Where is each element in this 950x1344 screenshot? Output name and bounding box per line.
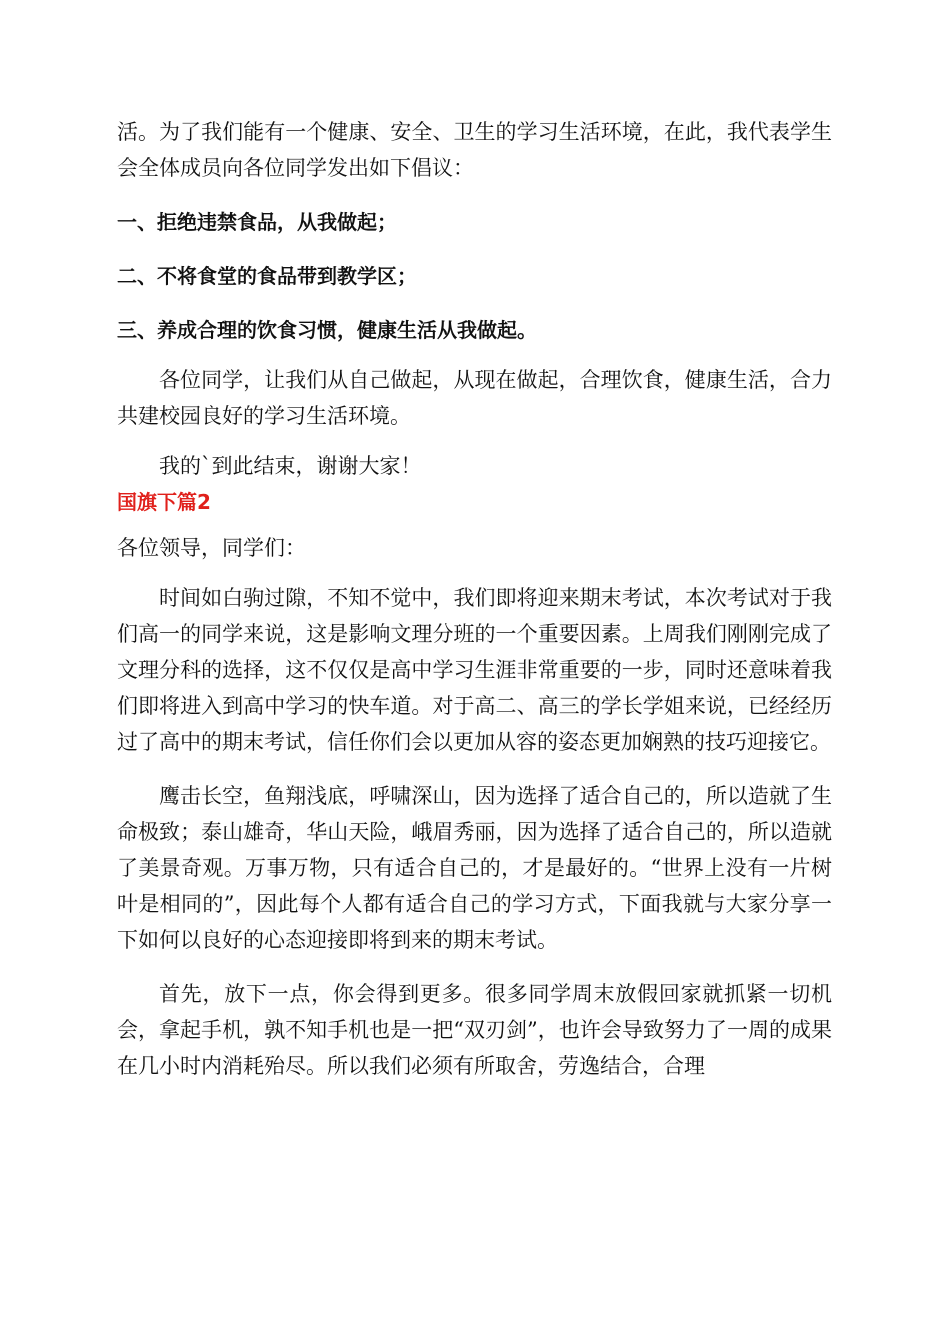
closing-paragraph: 我的`到此结束，谢谢大家！ <box>159 454 422 478</box>
proposal-item-1: 一、拒绝违禁食品，从我做起； <box>117 210 397 234</box>
call-paragraph: 各位同学，让我们从自己做起，从现在做起，合理饮食，健康生活，合力共建校园良好的学习生活环境。 <box>117 368 832 428</box>
document-page <box>117 114 832 1084</box>
proposal-item-3: 三、养成合理的饮食习惯，健康生活从我做起。 <box>117 318 537 342</box>
section-heading: 国旗下篇2 <box>117 490 211 514</box>
body-paragraph-1: 时间如白驹过隙，不知不觉中，我们即将迎来期末考试，本次考试对于我们高一的同学来说，这是影响文理分班的一个重要因素。上周我们刚刚完成了文理分科的选择，这不仅仅是高中学习生涯非常重要的一步，同时还意味着我们即将进入到高中学习的快车道。对于高二、高三的学长学姐来说，已经经历过了高中的期末考试，信任你们会以更加从容的姿态更加娴熟的技巧迎接它。 <box>117 586 832 754</box>
proposal-item-2: 二、不将食堂的食品带到教学区； <box>117 264 417 288</box>
intro-paragraph: 活。为了我们能有一个健康、安全、卫生的学习生活环境，在此，我代表学生会全体成员向各位同学发出如下倡议： <box>117 120 832 180</box>
body-paragraph-2: 鹰击长空，鱼翔浅底，呼啸深山，因为选择了适合自己的，所以造就了生命极致；泰山雄奇，华山天险，峨眉秀丽，因为选择了适合自己的，所以造就了美景奇观。万事万物，只有适合自己的，才是最好的。“世界上没有一片树叶是相同的”，因此每个人都有适合自己的学习方式，下面我就与大家分享一下如何以良好的心态迎接即将到来的期末考试。 <box>117 784 832 952</box>
body-paragraph-3: 首先，放下一点，你会得到更多。很多同学周末放假回家就抓紧一切机会，拿起手机，孰不知手机也是一把“双刃剑”，也许会导致努力了一周的成果在几小时内消耗殆尽。所以我们必须有所取舍，劳逸结合，合理 <box>117 982 832 1078</box>
greeting-line: 各位领导，同学们： <box>117 536 306 560</box>
